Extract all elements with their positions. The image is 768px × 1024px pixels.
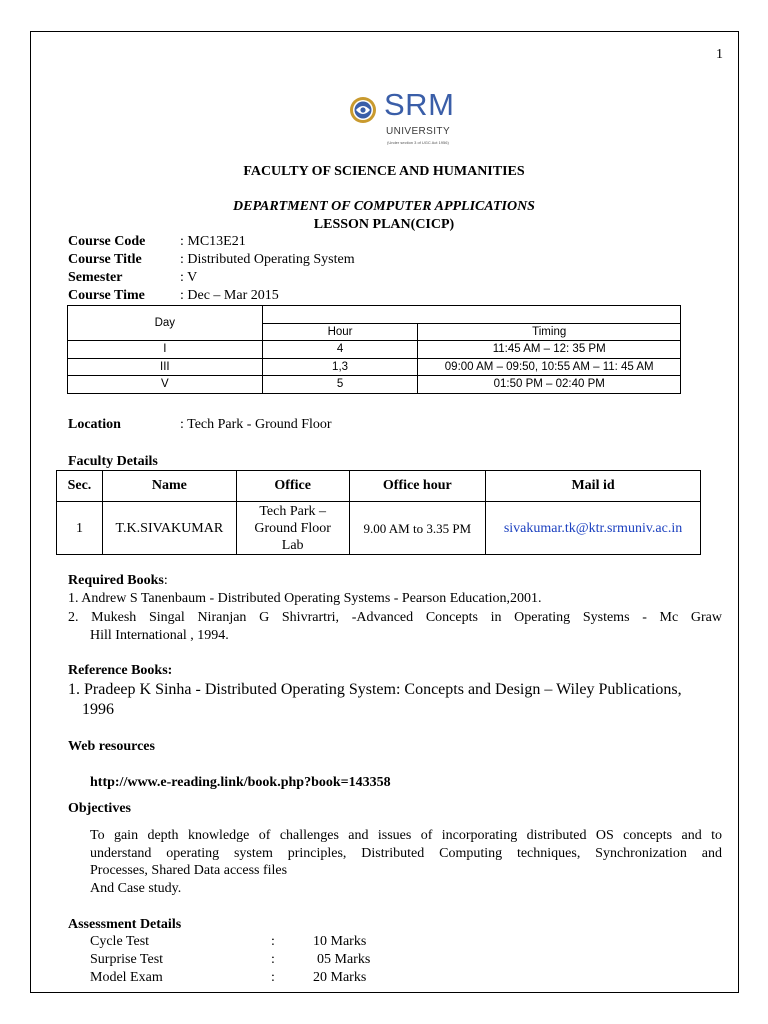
schedule-hour: 1,3 [262, 358, 418, 376]
course-code-label: Course Code [68, 234, 146, 249]
schedule-header-spacer [262, 306, 680, 324]
course-time-value: : Dec – Mar 2015 [180, 288, 279, 303]
list-item: 1996 [82, 701, 114, 718]
objectives-line: To gain depth knowledge of challenges and issues of incorporating distributed OS concepts and to [90, 828, 722, 843]
schedule-day: III [68, 358, 263, 376]
assessment-item-sep: : [271, 970, 275, 985]
lesson-plan-heading: LESSON PLAN(CICP) [313, 217, 455, 232]
srm-emblem-icon [349, 96, 377, 124]
required-books-colon: : [163, 573, 168, 588]
assessment-item-marks: 05 Marks [317, 952, 371, 967]
logo-tagline: (Under section 3 of UGC Act 1956) [387, 140, 449, 145]
faculty-header-office: Office [236, 471, 349, 502]
faculty-header-mail: Mail id [486, 471, 701, 502]
semester-value: : V [180, 270, 198, 285]
assessment-item-name: Surprise Test [90, 952, 164, 967]
objectives-line: Processes, Shared Data access files [90, 863, 288, 878]
location-value: : Tech Park - Ground Floor [180, 417, 332, 432]
logo-wordmark: SRM [384, 87, 455, 122]
faculty-mail-link[interactable]: sivakumar.tk@ktr.srmuniv.ac.in [486, 502, 701, 555]
assessment-item-name: Model Exam [90, 970, 163, 985]
assessment-item-sep: : [271, 934, 275, 949]
faculty-header-sec: Sec. [57, 471, 103, 502]
schedule-header-day: Day [68, 306, 263, 341]
web-resource-link[interactable]: http://www.e-reading.link/book.php?book=143358 [90, 775, 391, 790]
semester-label: Semester [68, 270, 123, 285]
web-resources-heading: Web resources [68, 739, 155, 754]
table-row [57, 502, 701, 555]
course-title-label: Course Title [68, 252, 142, 267]
logo-subtitle: UNIVERSITY [386, 126, 451, 137]
schedule-table [67, 305, 681, 394]
list-item: Hill International , 1994. [90, 628, 229, 643]
objectives-line: And Case study. [90, 881, 182, 896]
assessment-heading: Assessment Details [68, 917, 182, 932]
faculty-office-hour: 9.00 AM to 3.35 PM [349, 502, 486, 555]
list-item: 1. Andrew S Tanenbaum - Distributed Operating Systems - Pearson Education,2001. [68, 591, 542, 606]
schedule-day: V [68, 376, 263, 394]
schedule-hour: 5 [262, 376, 418, 394]
schedule-timing: 09:00 AM – 09:50, 10:55 AM – 11: 45 AM [418, 358, 681, 376]
required-books-heading [68, 573, 168, 589]
page-number: 1 [716, 47, 723, 62]
schedule-timing: 11:45 AM – 12: 35 PM [418, 341, 681, 359]
schedule-hour: 4 [262, 341, 418, 359]
schedule-timing: 01:50 PM – 02:40 PM [418, 376, 681, 394]
schedule-header-hour: Hour [262, 323, 418, 341]
list-item: 1. Pradeep K Sinha - Distributed Operating System: Concepts and Design – Wiley Publications, [68, 681, 682, 698]
faculty-heading: FACULTY OF SCIENCE AND HUMANITIES [243, 164, 525, 179]
course-code-value: : MC13E21 [180, 234, 246, 249]
assessment-item-name: Cycle Test [90, 934, 150, 949]
table-row [68, 358, 681, 376]
faculty-office-line: Lab [281, 537, 304, 553]
faculty-header-name: Name [102, 471, 236, 502]
assessment-item-marks: 10 Marks [313, 934, 367, 949]
faculty-table [56, 470, 701, 555]
required-books-title: Required Books [68, 573, 164, 588]
faculty-name: T.K.SIVAKUMAR [102, 502, 236, 555]
faculty-sec: 1 [57, 502, 103, 555]
faculty-office-line: Ground Floor [254, 520, 331, 536]
faculty-details-heading: Faculty Details [68, 454, 158, 469]
reference-books-heading: Reference Books: [68, 663, 173, 678]
schedule-day: I [68, 341, 263, 359]
table-row [68, 376, 681, 394]
table-row [68, 341, 681, 359]
assessment-item-sep: : [271, 952, 275, 967]
faculty-office [236, 502, 349, 555]
faculty-header-office-hour: Office hour [349, 471, 486, 502]
objectives-heading: Objectives [68, 801, 131, 816]
course-title-value: : Distributed Operating System [180, 252, 355, 267]
schedule-header-timing: Timing [418, 323, 681, 341]
location-label: Location [68, 417, 121, 432]
faculty-office-line: Tech Park – [259, 503, 326, 519]
assessment-item-marks: 20 Marks [313, 970, 367, 985]
list-item: 2. Mukesh Singal Niranjan G Shivrartri, -Advanced Concepts in Operating Systems - Mc Graw [68, 610, 722, 625]
course-time-label: Course Time [68, 288, 145, 303]
department-heading: DEPARTMENT OF COMPUTER APPLICATIONS [233, 199, 535, 214]
objectives-line: understand operating system principles, Distributed Computing techniques, Synchronization and [90, 846, 722, 861]
